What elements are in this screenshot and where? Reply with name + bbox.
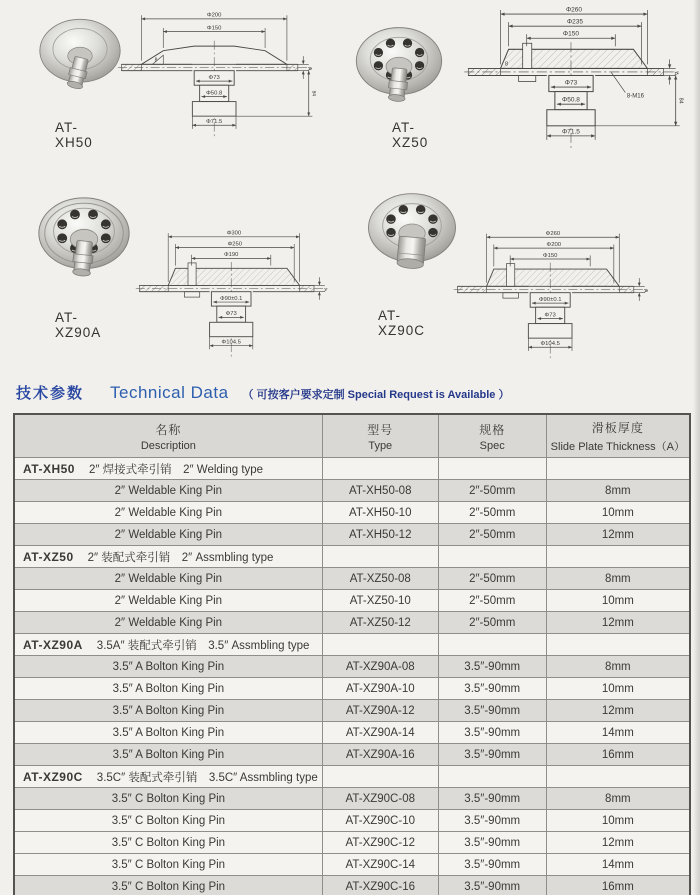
cell-description: 3.5″ C Bolton King Pin — [14, 854, 322, 876]
data-row — [14, 722, 690, 744]
group-empty-cell — [546, 766, 690, 788]
data-row — [14, 502, 690, 524]
data-row — [14, 656, 690, 678]
group-row — [14, 634, 690, 656]
cell-description: 3.5″ C Bolton King Pin — [14, 788, 322, 810]
group-empty-cell — [322, 458, 438, 480]
technical-drawing-at-xz90a — [134, 226, 332, 361]
cell-thickness: 12mm — [546, 832, 690, 854]
cell-spec: 2″-50mm — [438, 480, 546, 502]
product-label: AT-XZ50 — [392, 120, 429, 150]
product-photo-at-xz90a — [30, 190, 138, 303]
group-title-cell — [14, 634, 322, 656]
svg-text:84: 84 — [310, 90, 316, 97]
cell-type: AT-XZ90A-08 — [322, 656, 438, 678]
cell-spec: 2″-50mm — [438, 524, 546, 546]
svg-text:Φ50.8: Φ50.8 — [206, 90, 223, 97]
cell-type: AT-XH50-08 — [322, 480, 438, 502]
group-empty-cell — [438, 458, 546, 480]
product-label: AT-XH50 — [55, 120, 93, 150]
cell-spec: 2″-50mm — [438, 590, 546, 612]
technical-drawing-at-xz50 — [462, 2, 684, 153]
group-row — [14, 766, 690, 788]
cell-description: 2″ Weldable King Pin — [14, 612, 322, 634]
group-empty-cell — [546, 546, 690, 568]
svg-text:A: A — [672, 71, 679, 76]
cell-spec: 2″-50mm — [438, 568, 546, 590]
section-note: （ 可按客户要求定制 Special Request is Available ） — [242, 389, 510, 401]
svg-text:Φ260: Φ260 — [545, 230, 561, 237]
cell-description: 3.5″ A Bolton King Pin — [14, 744, 322, 766]
cell-spec: 2″-50mm — [438, 612, 546, 634]
cell-thickness: 8mm — [546, 480, 690, 502]
group-desc: 3.5A″ 装配式牵引销 3.5″ Assmbling type — [96, 639, 310, 652]
table-header-cell: 规格 Spec — [438, 414, 546, 458]
svg-text:Φ50.8: Φ50.8 — [562, 96, 580, 104]
cell-thickness: 10mm — [546, 590, 690, 612]
cell-description: 2″ Weldable King Pin — [14, 502, 322, 524]
svg-text:Φ200: Φ200 — [546, 241, 562, 248]
cell-thickness: 14mm — [546, 722, 690, 744]
cell-thickness: 10mm — [546, 502, 690, 524]
cell-spec: 3.5″-90mm — [438, 854, 546, 876]
svg-text:Φ90±0.1: Φ90±0.1 — [538, 296, 562, 303]
cell-type: AT-XH50-12 — [322, 524, 438, 546]
cell-description: 3.5″ A Bolton King Pin — [14, 656, 322, 678]
group-model: AT-XZ90C — [23, 769, 83, 784]
svg-text:8-M16: 8-M16 — [626, 93, 644, 100]
cell-type: AT-XZ50-08 — [322, 568, 438, 590]
cell-description: 2″ Weldable King Pin — [14, 480, 322, 502]
cell-thickness: 10mm — [546, 810, 690, 832]
svg-text:Φ235: Φ235 — [566, 18, 584, 26]
cell-description: 3.5″ A Bolton King Pin — [14, 678, 322, 700]
svg-text:A: A — [641, 289, 648, 293]
table-body — [14, 458, 690, 895]
group-empty-cell — [322, 546, 438, 568]
table-header-cell: 型号 Type — [322, 414, 438, 458]
cell-spec: 3.5″-90mm — [438, 788, 546, 810]
svg-text:Φ73: Φ73 — [208, 74, 220, 81]
svg-text:A: A — [321, 288, 327, 292]
cell-spec: 3.5″-90mm — [438, 722, 546, 744]
cell-type: AT-XZ90C-10 — [322, 810, 438, 832]
product-photo-at-xz50 — [348, 20, 450, 127]
group-title-cell — [14, 458, 322, 480]
cell-spec: 3.5″-90mm — [438, 700, 546, 722]
svg-text:Φ73: Φ73 — [564, 79, 578, 87]
cell-type: AT-XZ90A-10 — [322, 678, 438, 700]
cell-type: AT-XZ50-12 — [322, 612, 438, 634]
cell-type: AT-XZ90A-16 — [322, 744, 438, 766]
group-title-cell — [14, 766, 322, 788]
cell-type: AT-XZ90C-16 — [322, 876, 438, 895]
group-title-cell — [14, 546, 322, 568]
group-desc: 2″ 焊接式牵引销 2″ Welding type — [88, 463, 264, 476]
cell-thickness: 10mm — [546, 678, 690, 700]
svg-text:Φ71.5: Φ71.5 — [562, 128, 580, 136]
cell-spec: 3.5″-90mm — [438, 656, 546, 678]
svg-text:A: A — [305, 67, 312, 71]
svg-text:Φ150: Φ150 — [542, 252, 558, 259]
data-row — [14, 700, 690, 722]
cell-description: 3.5″ C Bolton King Pin — [14, 876, 322, 895]
group-empty-cell — [438, 546, 546, 568]
section-title-cn: 技术参数 — [16, 385, 85, 402]
group-desc: 2″ 装配式牵引销 2″ Assmbling type — [87, 551, 274, 564]
group-desc: 3.5C″ 装配式牵引销 3.5C″ Assmbling type — [96, 771, 318, 784]
group-model: AT-XZ90A — [23, 637, 83, 652]
cell-thickness: 16mm — [546, 876, 690, 895]
cell-type: AT-XZ90A-12 — [322, 700, 438, 722]
cell-thickness: 8mm — [546, 656, 690, 678]
cell-thickness: 12mm — [546, 524, 690, 546]
cell-type: AT-XZ50-10 — [322, 590, 438, 612]
table-head — [14, 414, 690, 458]
cell-thickness: 14mm — [546, 854, 690, 876]
svg-text:Φ90±0.1: Φ90±0.1 — [219, 295, 243, 302]
cell-description: 3.5″ C Bolton King Pin — [14, 810, 322, 832]
cell-spec: 3.5″-90mm — [438, 876, 546, 895]
cell-description: 3.5″ A Bolton King Pin — [14, 700, 322, 722]
section-title — [0, 368, 700, 407]
cell-description: 2″ Weldable King Pin — [14, 568, 322, 590]
data-row — [14, 568, 690, 590]
cell-thickness: 12mm — [546, 612, 690, 634]
header-row — [14, 414, 690, 458]
group-empty-cell — [546, 458, 690, 480]
svg-text:84: 84 — [677, 97, 684, 104]
svg-text:Φ300: Φ300 — [226, 230, 242, 237]
data-row — [14, 788, 690, 810]
svg-text:8: 8 — [154, 57, 158, 64]
table-header-cell: 滑板厚度 Slide Plate Thickness（A） — [546, 414, 690, 458]
cell-thickness: 12mm — [546, 700, 690, 722]
svg-text:Φ260: Φ260 — [565, 6, 583, 14]
cell-spec: 3.5″-90mm — [438, 678, 546, 700]
cell-spec: 3.5″-90mm — [438, 832, 546, 854]
data-row — [14, 612, 690, 634]
group-empty-cell — [438, 634, 546, 656]
section-title-en: Technical Data — [110, 383, 229, 402]
tech-table — [13, 413, 691, 895]
group-empty-cell — [322, 634, 438, 656]
svg-text:Φ73: Φ73 — [544, 312, 556, 319]
data-row — [14, 590, 690, 612]
product-label: AT-XZ90A — [55, 310, 102, 340]
cell-thickness: 8mm — [546, 568, 690, 590]
svg-text:Φ104.5: Φ104.5 — [540, 340, 560, 347]
cell-description: 3.5″ C Bolton King Pin — [14, 832, 322, 854]
svg-text:Φ150: Φ150 — [562, 30, 580, 38]
svg-text:Φ190: Φ190 — [223, 252, 239, 259]
cell-description: 3.5″ A Bolton King Pin — [14, 722, 322, 744]
group-empty-cell — [438, 766, 546, 788]
svg-text:8: 8 — [505, 61, 509, 68]
cell-type: AT-XZ90C-12 — [322, 832, 438, 854]
data-row — [14, 832, 690, 854]
product-photo-at-xh50 — [32, 12, 128, 113]
product-label: AT-XZ90C — [378, 308, 426, 338]
product-photo-at-xz90c — [360, 186, 464, 295]
group-row — [14, 546, 690, 568]
cell-description: 2″ Weldable King Pin — [14, 524, 322, 546]
technical-drawing-at-xz90c — [452, 226, 652, 363]
cell-type: AT-XZ90C-08 — [322, 788, 438, 810]
cell-thickness: 8mm — [546, 788, 690, 810]
data-row — [14, 480, 690, 502]
group-model: AT-XZ50 — [23, 549, 74, 564]
data-row — [14, 524, 690, 546]
svg-text:Φ104.5: Φ104.5 — [221, 339, 241, 346]
cell-type: AT-XZ90C-14 — [322, 854, 438, 876]
svg-text:Φ73: Φ73 — [225, 311, 237, 318]
group-model: AT-XH50 — [23, 461, 75, 476]
cell-spec: 3.5″-90mm — [438, 744, 546, 766]
data-row — [14, 744, 690, 766]
data-row — [14, 876, 690, 895]
svg-text:Φ150: Φ150 — [206, 25, 222, 32]
cell-spec: 3.5″-90mm — [438, 810, 546, 832]
data-row — [14, 810, 690, 832]
table-header-cell: 名称 Description — [14, 414, 322, 458]
group-row — [14, 458, 690, 480]
svg-text:Φ71.5: Φ71.5 — [206, 118, 223, 125]
cell-spec: 2″-50mm — [438, 502, 546, 524]
data-row — [14, 854, 690, 876]
data-row — [14, 678, 690, 700]
technical-drawing-at-xh50 — [116, 4, 316, 141]
group-empty-cell — [322, 766, 438, 788]
group-empty-cell — [546, 634, 690, 656]
cell-thickness: 16mm — [546, 744, 690, 766]
cell-type: AT-XZ90A-14 — [322, 722, 438, 744]
cell-type: AT-XH50-10 — [322, 502, 438, 524]
product-gallery — [0, 0, 700, 368]
cell-description: 2″ Weldable King Pin — [14, 590, 322, 612]
svg-text:Φ250: Φ250 — [227, 241, 243, 248]
svg-text:Φ200: Φ200 — [206, 12, 222, 19]
